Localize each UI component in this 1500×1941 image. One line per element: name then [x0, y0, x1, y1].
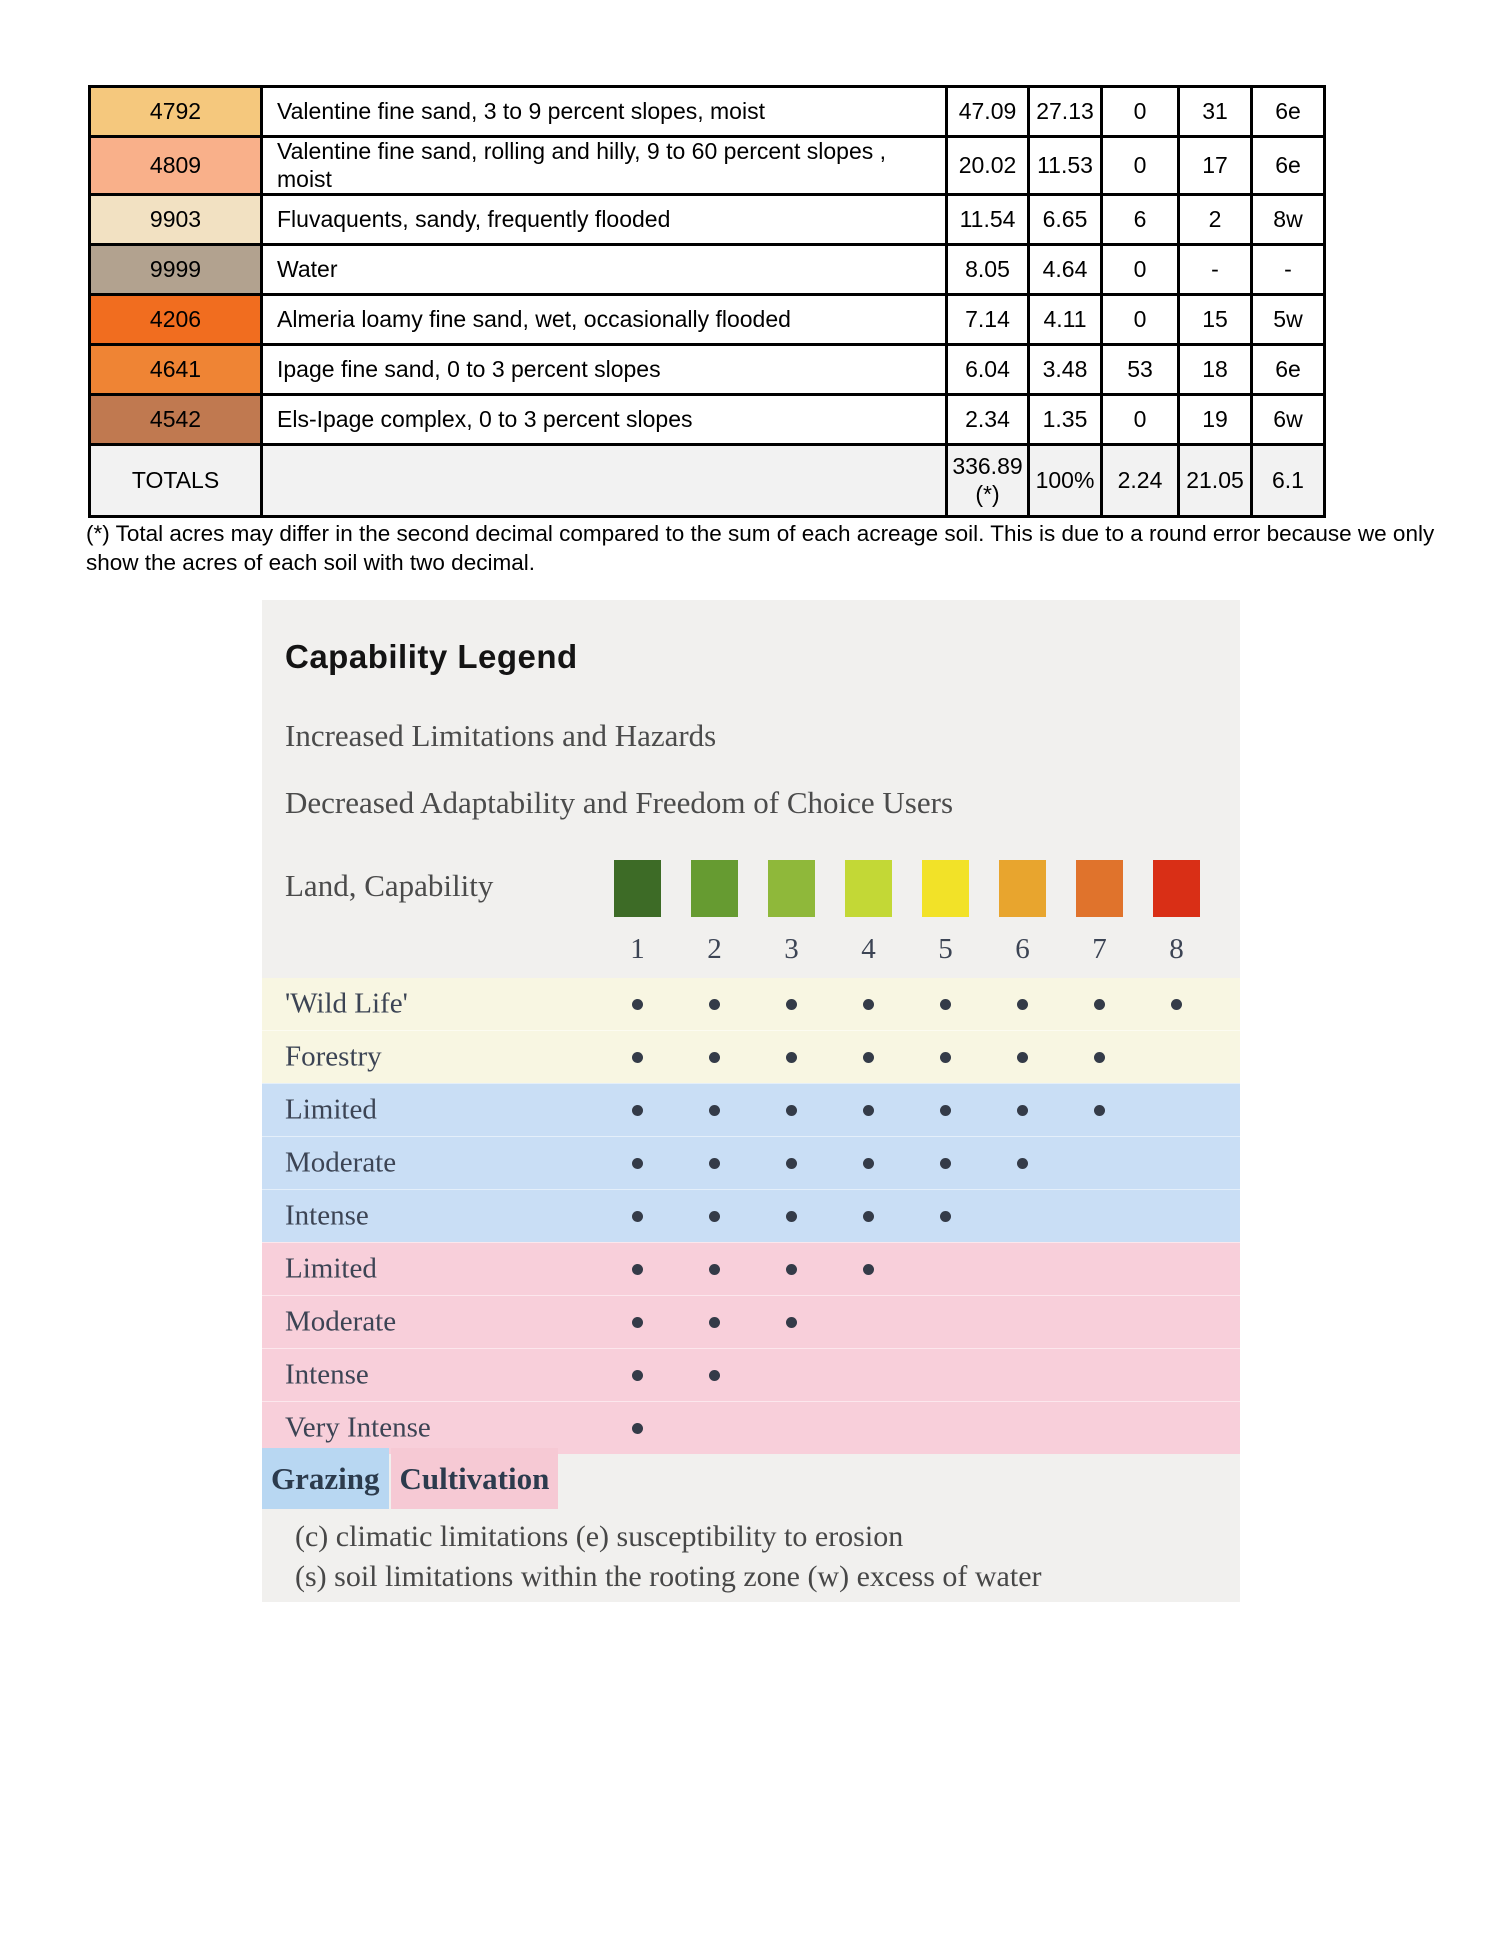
capability-dot [709, 1052, 720, 1063]
percent-cell: 3.48 [1029, 345, 1102, 395]
matrix-row [262, 1295, 1240, 1348]
limitation-note-ce: (c) climatic limitations (e) susceptibility to erosion [295, 1520, 904, 1553]
capability-class-2-swatch [691, 860, 738, 917]
capability-dot [863, 1264, 874, 1275]
matrix-row-label: Limited [285, 1093, 377, 1126]
acres-cell: 20.02 [947, 137, 1029, 195]
capability-dot [1094, 1105, 1105, 1116]
capability-class-6-swatch [999, 860, 1046, 917]
soil-code-cell: 4809 [90, 137, 262, 195]
matrix-row-label: Intense [285, 1199, 369, 1232]
capability-class-cell: 8w [1252, 195, 1325, 245]
dot-track [599, 1349, 1215, 1401]
soil-code-cell: 4792 [90, 87, 262, 137]
swatch-cell [830, 860, 907, 917]
capability-dot [863, 1211, 874, 1222]
legend-subtitle-adaptability: Decreased Adaptability and Freedom of Choice Users [285, 785, 954, 820]
capability-class-7-swatch [1076, 860, 1123, 917]
capability-class-cell: 6e [1252, 137, 1325, 195]
capability-dot [632, 1052, 643, 1063]
capability-dot [632, 1370, 643, 1381]
soil-description-cell: Ipage fine sand, 0 to 3 percent slopes [262, 345, 947, 395]
capability-dot [632, 1423, 643, 1434]
matrix-row-label: Forestry [285, 1040, 382, 1073]
value-cell: 17 [1179, 137, 1252, 195]
table-row [90, 137, 1325, 195]
capability-dot [863, 1052, 874, 1063]
totals-acres-cell: 336.89(*) [947, 445, 1029, 517]
capability-dot [709, 1211, 720, 1222]
class-number: 3 [784, 933, 799, 965]
table-footnote: (*) Total acres may differ in the second decimal compared to the sum of each acreage soil. This is due to a round error because we only show the acres of each soil with two decimal. [86, 521, 1435, 575]
class-number: 1 [630, 933, 645, 965]
value-cell: 15 [1179, 295, 1252, 345]
matrix-row-label: 'Wild Life' [285, 987, 408, 1020]
acres-cell: 2.34 [947, 395, 1029, 445]
matrix-row [262, 1083, 1240, 1136]
swatch-cell [1061, 860, 1138, 917]
class-number: 6 [1015, 933, 1030, 965]
dot-track [599, 1402, 1215, 1454]
capability-dot [786, 1264, 797, 1275]
capability-dot [786, 1052, 797, 1063]
capability-dot [1017, 999, 1028, 1010]
class-number: 5 [938, 933, 953, 965]
capability-dot [709, 1158, 720, 1169]
dot-track [599, 1243, 1215, 1295]
table-row [90, 245, 1325, 295]
value-cell: 0 [1102, 295, 1179, 345]
capability-class-5-swatch [922, 860, 969, 917]
totals-empty-cell [262, 445, 947, 517]
dot-track [599, 1084, 1215, 1136]
dot-track [599, 1296, 1215, 1348]
capability-dot [632, 1317, 643, 1328]
capability-dot [863, 999, 874, 1010]
capability-class-8-swatch [1153, 860, 1200, 917]
limitation-note-sw: (s) soil limitations within the rooting zone (w) excess of water [295, 1560, 1042, 1593]
capability-class-cell: 6e [1252, 87, 1325, 137]
matrix-row [262, 1136, 1240, 1189]
section-key [262, 1448, 558, 1509]
soil-description-cell: Almeria loamy fine sand, wet, occasionally flooded [262, 295, 947, 345]
matrix-row-label: Intense [285, 1358, 369, 1391]
acres-cell: 8.05 [947, 245, 1029, 295]
value-cell: 0 [1102, 137, 1179, 195]
capability-dot [940, 999, 951, 1010]
legend-title: Capability Legend [285, 638, 578, 675]
capability-class-cell: 6e [1252, 345, 1325, 395]
capability-legend-panel [262, 600, 1240, 1602]
capability-dot [786, 1158, 797, 1169]
capability-class-swatches [599, 860, 1215, 917]
matrix-row [262, 978, 1240, 1030]
acres-cell: 11.54 [947, 195, 1029, 245]
capability-dot [940, 1105, 951, 1116]
cultivation-key-label: Cultivation [391, 1448, 559, 1509]
acres-cell: 7.14 [947, 295, 1029, 345]
capability-dot [786, 1211, 797, 1222]
dot-track [599, 1031, 1215, 1083]
matrix-row-label: Moderate [285, 1305, 397, 1338]
value-cell: 0 [1102, 245, 1179, 295]
swatch-cell [753, 860, 830, 917]
capability-class-1-swatch [614, 860, 661, 917]
capability-dot [709, 999, 720, 1010]
acres-cell: 6.04 [947, 345, 1029, 395]
matrix-row [262, 1348, 1240, 1401]
capability-dot [1017, 1158, 1028, 1169]
soil-description-cell: Els-Ipage complex, 0 to 3 percent slopes [262, 395, 947, 445]
soil-code-cell: 9903 [90, 195, 262, 245]
soil-acreage-table [88, 85, 1326, 518]
matrix-row-label: Very Intense [285, 1411, 431, 1444]
swatch-cell [1138, 860, 1215, 917]
capability-dot [709, 1264, 720, 1275]
matrix-row-label: Moderate [285, 1146, 397, 1179]
totals-label-cell: TOTALS [90, 445, 262, 517]
table-row [90, 87, 1325, 137]
capability-dot [940, 1158, 951, 1169]
percent-cell: 11.53 [1029, 137, 1102, 195]
soil-code-cell: 4542 [90, 395, 262, 445]
value-cell: 0 [1102, 395, 1179, 445]
percent-cell: 4.11 [1029, 295, 1102, 345]
class-number: 7 [1092, 933, 1107, 965]
capability-dot [863, 1105, 874, 1116]
soil-description-cell: Water [262, 245, 947, 295]
capability-dot [709, 1317, 720, 1328]
capability-dot [1017, 1052, 1028, 1063]
capability-class-3-swatch [768, 860, 815, 917]
legend-subtitle-limitations: Increased Limitations and Hazards [285, 718, 717, 753]
percent-cell: 6.65 [1029, 195, 1102, 245]
class-number: 2 [707, 933, 722, 965]
totals-value-cell: 21.05 [1179, 445, 1252, 517]
dot-track [599, 1137, 1215, 1189]
swatch-cell [599, 860, 676, 917]
capability-dot [709, 1370, 720, 1381]
capability-dot [1094, 999, 1105, 1010]
value-cell: 19 [1179, 395, 1252, 445]
grazing-key-label: Grazing [262, 1448, 389, 1509]
table-row [90, 195, 1325, 245]
value-cell: 6 [1102, 195, 1179, 245]
capability-dot [1171, 999, 1182, 1010]
capability-dot [632, 999, 643, 1010]
soil-description-cell: Fluvaquents, sandy, frequently flooded [262, 195, 947, 245]
capability-class-numbers [599, 933, 1215, 966]
class-number: 4 [861, 933, 876, 965]
capability-dot [863, 1158, 874, 1169]
matrix-row [262, 1030, 1240, 1083]
acres-cell: 47.09 [947, 87, 1029, 137]
matrix-row [262, 1189, 1240, 1242]
table-row [90, 395, 1325, 445]
capability-dot [786, 1105, 797, 1116]
value-cell: 31 [1179, 87, 1252, 137]
swatch-cell [676, 860, 753, 917]
soil-code-cell: 4641 [90, 345, 262, 395]
capability-class-4-swatch [845, 860, 892, 917]
matrix-row [262, 1401, 1240, 1454]
capability-dot [786, 999, 797, 1010]
capability-dot [632, 1211, 643, 1222]
swatch-cell [907, 860, 984, 917]
capability-dot [632, 1105, 643, 1116]
totals-value-cell: 2.24 [1102, 445, 1179, 517]
capability-dot [632, 1264, 643, 1275]
totals-percent-cell: 100% [1029, 445, 1102, 517]
capability-dot [1094, 1052, 1105, 1063]
dot-track [599, 978, 1215, 1030]
value-cell: 53 [1102, 345, 1179, 395]
table-row [90, 345, 1325, 395]
percent-cell: 27.13 [1029, 87, 1102, 137]
totals-value-cell: 6.1 [1252, 445, 1325, 517]
dot-track [599, 1190, 1215, 1242]
value-cell: 0 [1102, 87, 1179, 137]
value-cell: 2 [1179, 195, 1252, 245]
swatch-cell [984, 860, 1061, 917]
capability-class-cell: - [1252, 245, 1325, 295]
value-cell: 18 [1179, 345, 1252, 395]
capability-dot [709, 1105, 720, 1116]
capability-dot [1017, 1105, 1028, 1116]
soil-description-cell: Valentine fine sand, 3 to 9 percent slopes, moist [262, 87, 947, 137]
capability-class-cell: 5w [1252, 295, 1325, 345]
capability-dot [786, 1317, 797, 1328]
value-cell: - [1179, 245, 1252, 295]
land-capability-label: Land, Capability [285, 868, 494, 903]
matrix-row [262, 1242, 1240, 1295]
matrix-row-label: Limited [285, 1252, 377, 1285]
totals-row [90, 445, 1325, 517]
class-number: 8 [1169, 933, 1184, 965]
capability-dot [940, 1052, 951, 1063]
capability-matrix [262, 978, 1240, 1454]
capability-class-cell: 6w [1252, 395, 1325, 445]
table-row [90, 295, 1325, 345]
percent-cell: 4.64 [1029, 245, 1102, 295]
soil-code-cell: 9999 [90, 245, 262, 295]
soil-code-cell: 4206 [90, 295, 262, 345]
percent-cell: 1.35 [1029, 395, 1102, 445]
capability-dot [940, 1211, 951, 1222]
soil-description-cell: Valentine fine sand, rolling and hilly, 9 to 60 percent slopes , moist [262, 137, 947, 195]
capability-dot [632, 1158, 643, 1169]
